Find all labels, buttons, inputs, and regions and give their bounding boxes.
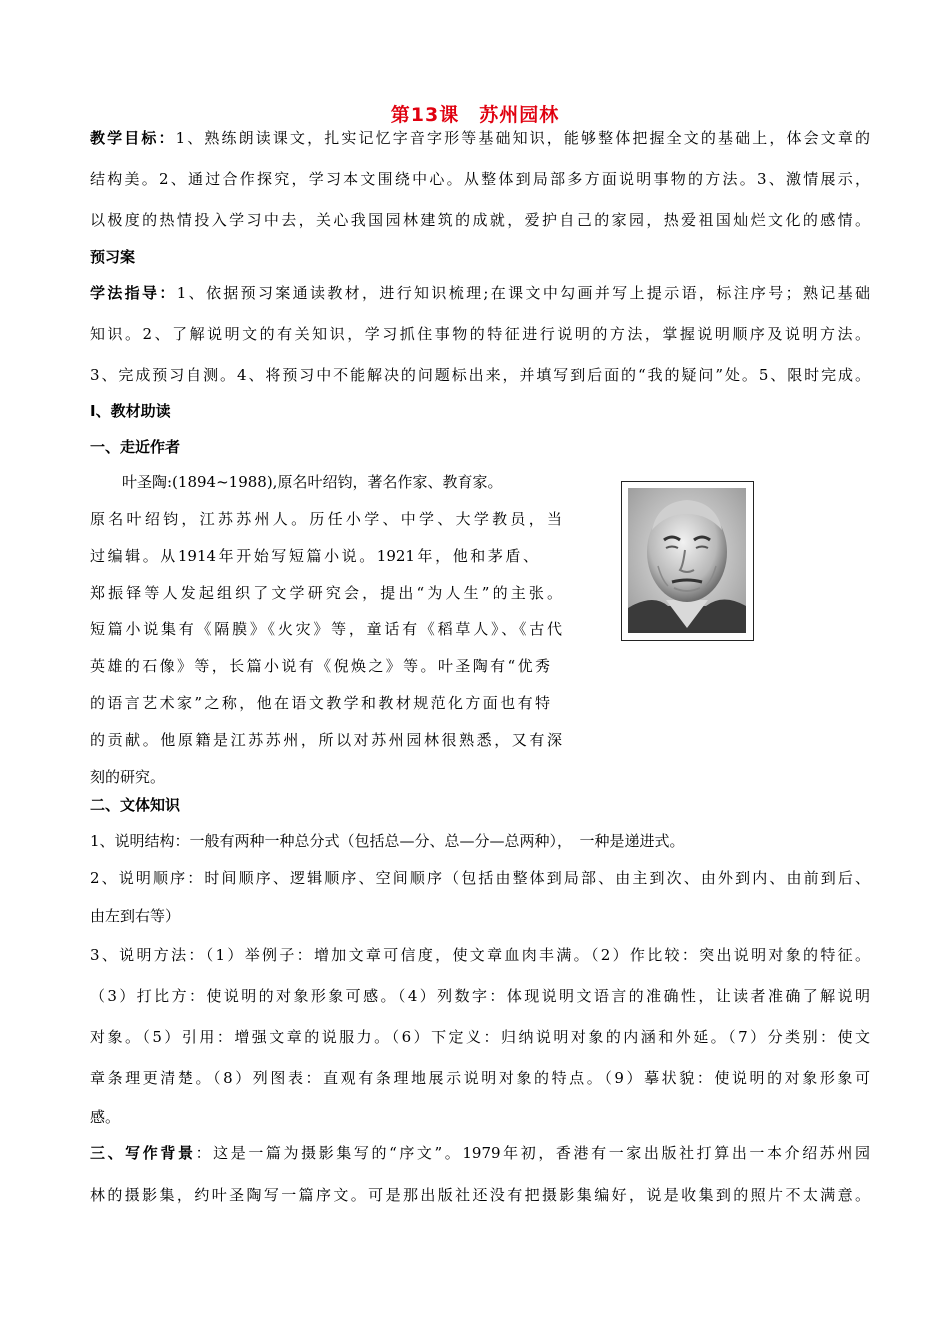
author-bio-line: 郑振铎等人发起组织了文学研究会，提出“为人生”的主张。 [90,584,562,602]
genre-line-8: 感。 [90,1108,121,1126]
genre-heading: 二、文体知识 [90,796,181,814]
author-bio-line: 的语言艺术家”之称，他在语文教学和教材规范化方面也有特 [90,694,550,712]
objectives-label: 教学目标： [90,129,176,147]
author-heading: 一、走近作者 [90,438,181,456]
objectives-line-1 [90,128,870,148]
genre-line-3: 由左到右等） [90,907,181,925]
genre-line-5: （3）打比方：使说明的对象形象可感。（4）列数字：体现说明文语言的准确性，让读者准确了解说明 [90,987,870,1005]
author-bio-line: 刻的研究。 [90,768,166,786]
author-bio-line: 的贡献。他原籍是江苏苏州，所以对苏州园林很熟悉，又有深 [90,731,562,749]
method-line-3: 3、完成预习自测。4、将预习中不能解决的问题标出来，并填写到后面的“我的疑问”处。5、限时完成。 [90,366,870,384]
genre-line-6: 对象。（5）引用：增强文章的说服力。（6）下定义：归纳说明对象的内涵和外延。（7）分类别：使文 [90,1028,870,1046]
preview-heading: 预习案 [90,248,136,266]
genre-line-4: 3、说明方法：（1）举例子：增加文章可信度，使文章血肉丰满。（2）作比较：突出说明对象的特征。 [90,946,870,964]
method-label: 学法指导： [90,284,177,302]
author-bio-line: 短篇小说集有《隔膜》《火灾》等，童话有《稻草人》、《古代 [90,620,562,638]
method-text-1: 1、依据预习案通读教材，进行知识梳理;在课文中勾画并写上提示语，标注序号；熟记基础 [176,284,870,302]
background-line-2: 林的摄影集，约叶圣陶写一篇序文。可是那出版社还没有把摄影集编好，说是收集到的照片不太满意。 [90,1186,870,1204]
objectives-line-3: 以极度的热情投入学习中去，关心我国园林建筑的成就，爱护自己的家园，热爱祖国灿烂文化的感情。 [90,211,870,229]
objectives-text-1: 1、熟练朗读课文，扎实记忆字音字形等基础知识，能够整体把握全文的基础上，体会文章的 [175,129,870,147]
genre-line-2: 2、说明顺序：时间顺序、逻辑顺序、空间顺序（包括由整体到局部、由主到次、由外到内、由前到后、 [90,869,870,887]
author-bio-line: 英雄的石像》等，长篇小说有《倪焕之》等。叶圣陶有“优秀 [90,657,550,675]
author-bio-line: 原名叶绍钧，江苏苏州人。历任小学、中学、大学教员，当 [90,510,562,528]
author-bio-line: 过编辑。从1914年开始写短篇小说。1921年，他和茅盾、 [90,547,538,565]
background-label: 三、写作背景 [90,1144,196,1162]
author-bio-line: 叶圣陶:(1894~1988),原名叶绍钧，著名作家、教育家。 [122,473,503,491]
page-title: 第13课 苏州园林 [390,104,560,126]
background-text-1: ：这是一篇为摄影集写的“序文”。1979年初，香港有一家出版社打算出一本介绍苏州园 [195,1144,870,1162]
genre-line-7: 章条理更清楚。（8）列图表：直观有条理地展示说明对象的特点。（9）摹状貌：使说明的对象形象可 [90,1069,870,1087]
objectives-line-2: 结构美。2、通过合作探究，学习本文围绕中心。从整体到局部多方面说明事物的方法。3、激情展示， [90,170,870,188]
genre-line-1: 1、说明结构：一般有两种一种总分式（包括总—分、总—分—总两种）， 一种是递进式。 [90,832,685,850]
portrait-photo-icon [628,488,746,633]
section-main-heading: Ⅰ、教材助读 [90,402,171,420]
author-portrait-photo [621,481,754,641]
method-line-1 [90,283,870,303]
method-line-2: 知识。2、了解说明文的有关知识，学习抓住事物的特征进行说明的方法，掌握说明顺序及说明方法。 [90,325,870,343]
background-line-1 [90,1143,870,1163]
